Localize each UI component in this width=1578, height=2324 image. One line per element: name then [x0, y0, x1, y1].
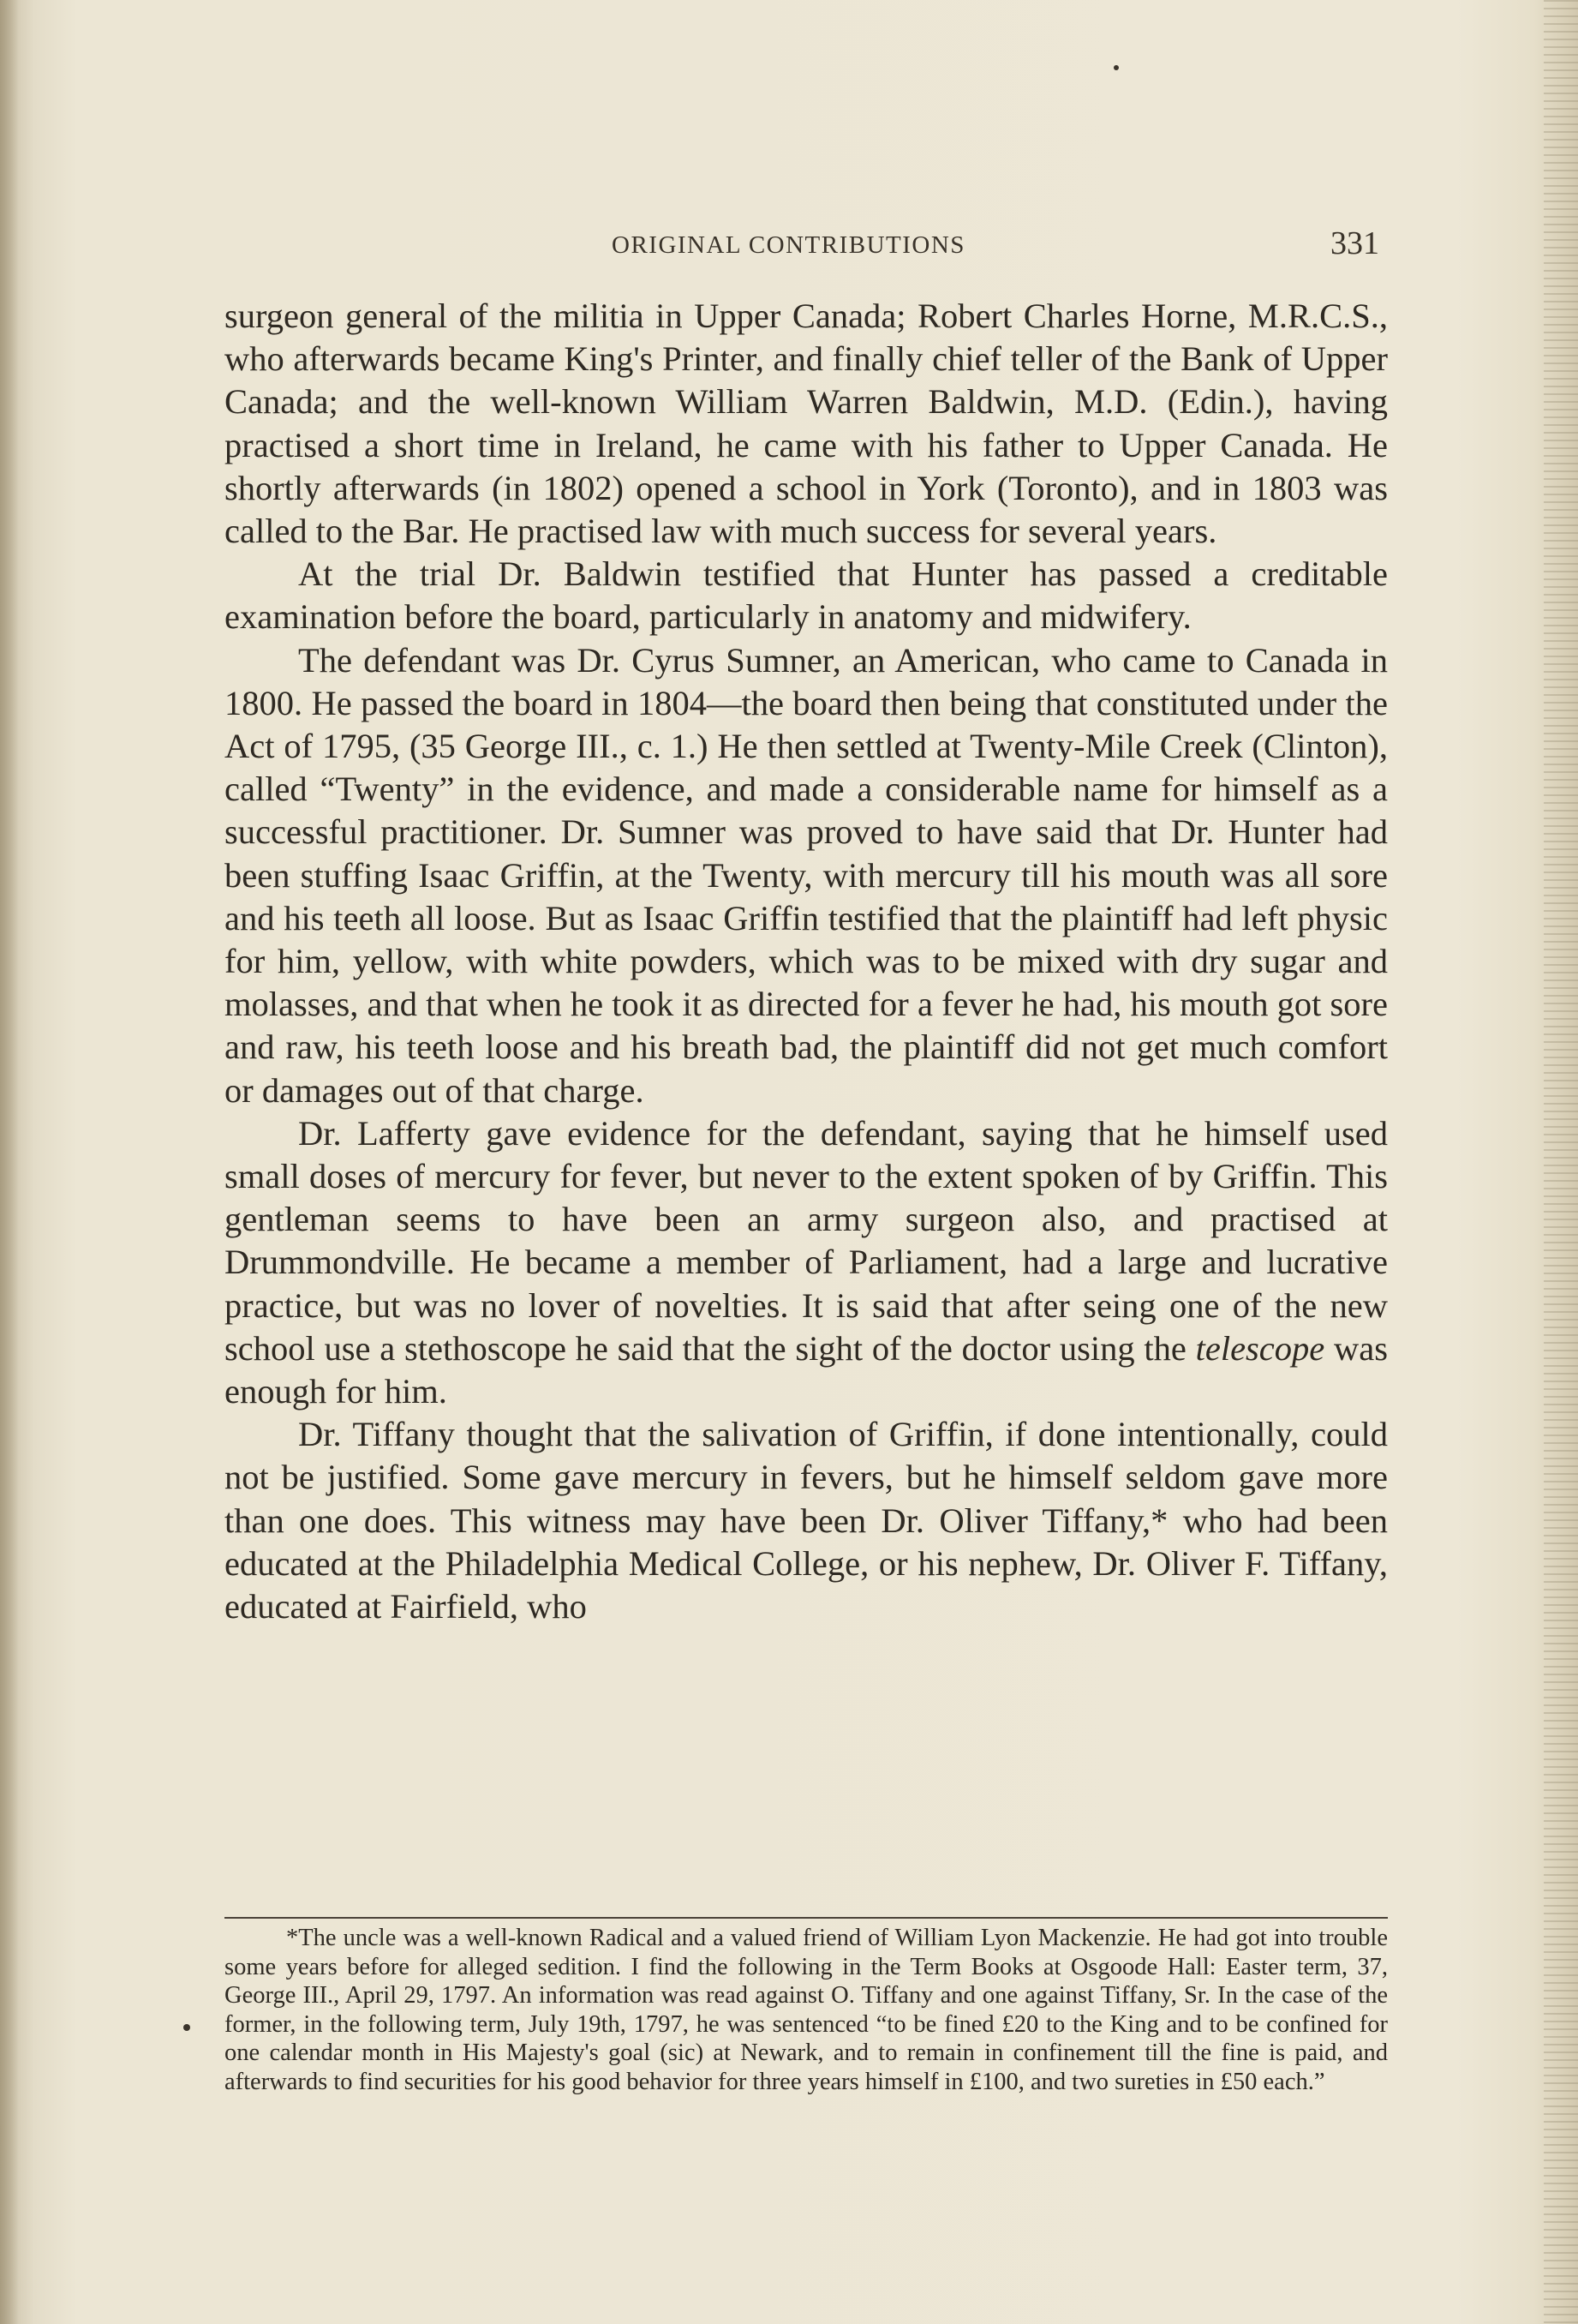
page-number: 331: [1330, 225, 1379, 261]
margin-dot: [1114, 65, 1119, 70]
paragraph: Dr. Tiffany thought that the salivation of Griffin, if done intentionally, could not be justified. Some gave mercury in fevers, but he himself seldom gave more than one does. This witness may have been Dr. Oliver Tiffany,* who had been educated at the Philadelphia Medical College, or his nephew, Dr. Oliver F. Tiffany, educated at Fairfield, who: [224, 1415, 1388, 1626]
paragraph-text: was enough for him.: [224, 1328, 1389, 1411]
paragraph: The defendant was Dr. Cyrus Sumner, an American, who came to Canada in 1800. He passed the board in 1804—the board then being that constituted under the Act of 1795, (35 George III., c. 1.) He then settled at Twenty-Mile Creek (Clinton), called “Twenty” in the evidence, and made a considerable name for himself as a successful practitioner. Dr. Sumner was proved to have said that Dr. Hunter had been stuffing Isaac Griffin, at the Twenty, with mercury till his mouth was all sore and his teeth all loose. But as Isaac Griffin testified that the plaintiff had left physic for him, yellow, with white powders, which was to be mixed with dry sugar and molasses, and that when he took it as directed for a fever he had, his mouth got sore and raw, his teeth loose and his breath bad, the plaintiff did not get much comfort or damages out of that charge.: [224, 640, 1388, 1110]
running-head: ORIGINAL CONTRIBUTIONS: [612, 231, 965, 259]
paragraph: surgeon general of the militia in Upper Canada; Robert Charles Horne, M.R.C.S., who afterwards became King's Printer, and finally chief teller of the Bank of Upper Canada; and the well-known William Warren Baldwin, M.D. (Edin.), having practised a short time in Ireland, he came with his father to Upper Canada. He shortly afterwards (in 1802) opened a school in York (Toronto), and in 1803 was called to the Bar. He practised law with much success for several years.: [224, 296, 1388, 551]
paragraph-text: Dr. Lafferty gave evidence for the defendant, saying that he himself used small doses of mercury for fever, but never to the extent spoken of by Griffin. This gentleman seems to have been an army surgeon also, and practised at Drummondville. He became a member of Parliament, had a large and lucrative practice, but was no lover of novelties. It is said that after seing one of the new school use a stethoscope he said that the sight of the doctor using the: [224, 1113, 1388, 1368]
binding-shadow: [0, 0, 19, 2324]
body-text: [224, 295, 1388, 1628]
italic-term: telescope: [1195, 1328, 1325, 1368]
paragraph: At the trial Dr. Baldwin testified that Hunter has passed a creditable examination before the board, particularly in anatomy and midwifery.: [224, 554, 1388, 637]
paragraph: [224, 1112, 1388, 1413]
footnote: *The uncle was a well-known Radical and a valued friend of William Lyon Mackenzie. He had got into trouble some years before for alleged sedition. I find the following in the Term Books at Osgoode Hall: Easter term, 37, George III., April 29, 1797. An information was read against O. Tiffany and one against Tiffany, Sr. In the case of the former, in the following term, July 19th, 1797, he was sentenced “to be fined £20 to the King and to be confined for one calendar month in His Majesty's goal (sic) at Newark, and to remain in confinement till the fine is paid, and afterwards to find securities for his good behavior for three years himself in £100, and two sureties in £50 each.”: [224, 1925, 1388, 2095]
margin-dot: [183, 2024, 190, 2031]
page-edge: [1544, 0, 1578, 2324]
footnote-divider: [224, 1917, 1388, 1919]
